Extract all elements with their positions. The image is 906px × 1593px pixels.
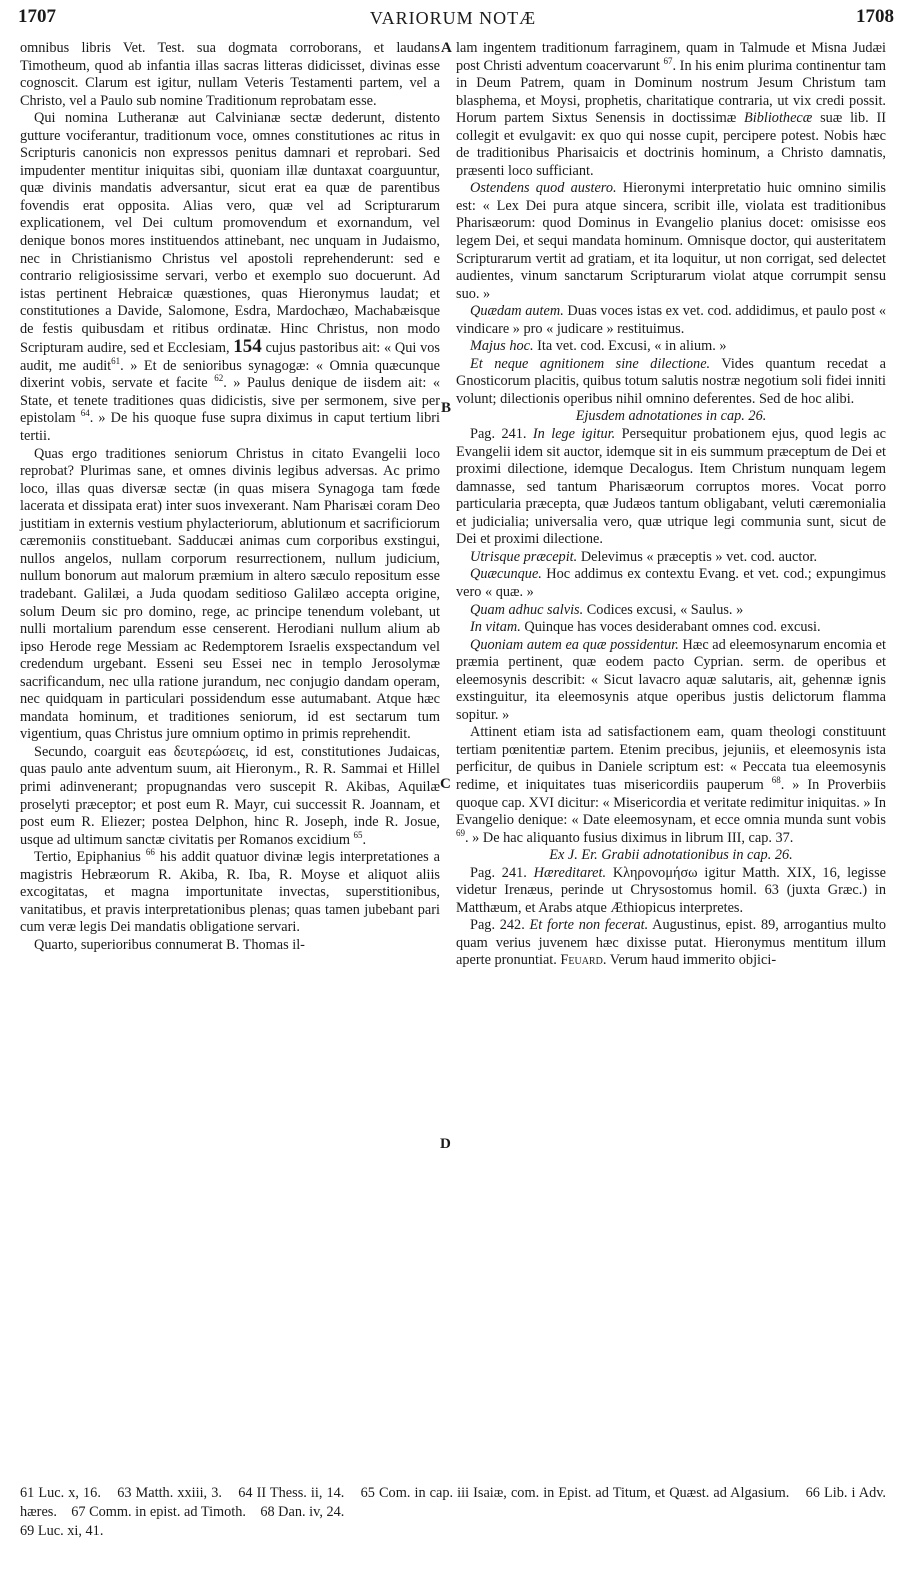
note-entry: Quam adhuc salvis. Codices excusi, « Saulus. » — [470, 601, 744, 618]
note-entry: Majus hoc. Ita vet. cod. Excusi, « in alium. » — [470, 338, 727, 355]
page-marker: 154 — [233, 336, 262, 358]
greek-term: Κληρονομήσω — [612, 864, 698, 881]
margin-letter-a: A — [441, 40, 452, 56]
margin-letter-b: B — [441, 400, 452, 416]
footnote: 61 Luc. x, 16. — [20, 1485, 101, 1501]
note-entry: Et neque agnitionem sine dilectione. Vides quantum recedat a Gnosticorum placitis, quibus totum salutis nostræ negotium soli fidei inniti volunt; dilectionis operibus nihil omnino deferentes. Sed de hoc alibi. — [456, 355, 886, 407]
paragraph: Secundo, coarguit eas δευτερώσεις, id est, constitutiones Judaicas, quas paulo ante adventum suum, ait Hieronym., R. R. Sammai et Hillel primi adinvenerant; propugnandas vero suscepit R. Akibas, Aquilæ proselyti præceptor; et post eum R. Mayr, cui successit R. Joannam, et post eum R. Eliezer; postea Delphon, hinc R. Joseph, inde R. Josue, usque ad ultimum sanctæ civitatis per Romanos excidium $^{65}$. — [20, 743, 440, 848]
paragraph: Tertio, Epiphanius $^{66}$ his addit quatuor divinæ legis interpretationes a magistris Hebræorum R. Akiba, R. Iba, R. Moyse et aliquot aliis excogitatas, et magna importunitate invectas, superstitionibus, vanitatibus, et pravis interpretationibus plenas; quas tamen jubebant pari cum veræ legis Dei mandatis obligatione servari. — [20, 847, 440, 936]
greek-term: δευτερώσεις — [173, 743, 246, 760]
paragraph: Qui nomina Lutheranæ aut Calvinianæ sectæ dederunt, distento gutture vociferantur, traditionum voce, omnes constitutiones ac ritus in Scripturis canonicis non expressos penitus damnari et reprobari. Sed impudenter mentitur iniquitas sibi, quoniam illæ duntaxat coarguuntur, quæ divinis mandatis adversantur, sicut erat ea quæ de parentibus fovendis erat opposita. Alias vero, quæ vel ad Scripturarum explicationem, vel Dei cultum promovendum et exornandum, vel denique bonos mores instituendos attinebant, nec unquam in Judaismo, nec in Christianismo Christus vel apostoli reprehenderunt: sed e contrario religiosissime servari, verbo et exemplo suo docuerunt. Ad istas pertinent Hebraicæ quæstiones, quas Hieronymus laudat; et constitutiones a Davide, Salomone, Esdra, Mardochæo, Machabæisque de festis quibusdam et ritibus ordinatæ. Hinc Christus, non modo Scripturam audire, sed et Ecclesiam, 154 cujus pastoribus ait: « Qui vos audit, me audit$^{61}$. » Et de senioribus synagogæ: « Omnia quæcunque dixerint vobis, servate et facite $^{62}$. » Paulus denique de iisdem ait: « State, et tenete traditiones quas didicistis, sive per sermonem, sive per epistolam $^{64}$. » De his quoque fuse supra diximus in caput tertium libri tertii. — [20, 110, 441, 445]
note-entry: In vitam. Quinque has voces desiderabant omnes cod. excusi. — [470, 619, 821, 636]
section-heading: Ex J. Er. Grabii adnotationibus in cap. 26. — [549, 847, 793, 864]
footnote: 63 Matth. xxiii, 3. — [117, 1485, 222, 1501]
margin-letter-d: D — [440, 1136, 451, 1152]
footnote: 68 Dan. iv, 24. — [260, 1504, 345, 1520]
note-entry: Ostendens quod austero. Hieronymi interpretatio huic omnino similis est: « Lex Dei pura atque sincera, scribit ille, violata est traditionibus Pharisæorum: quod Dominus in Evangelio planius docet: omisisse eos legem Dei, et sequi mandata hominum. Omnisque doctor, qui austeritatem Scripturarum vertit ad gratiam, et ita loquitur, ut non corrigat, sed delectet audientes, vinum sanctarum Scripturarum violat atque corrumpit sensu suo. » — [456, 180, 886, 302]
paragraph: lam ingentem traditionum farraginem, quam in Talmude et Misna Judæi post Christi adventum coacervarunt $^{67}$. In his enim plurima continentur tam in Deum Patrem, quam in Dominum nostrum Jesum Christum tam blasphema, et Moysi, prophetis, charitatique contraria, ut vix credi possit. Horum partem Sixtus Senensis in doctissimæ Bibliothecæ suæ lib. II collegit et evulgavit: ex quo qui nosse cupit, percipere potest. Nobis hæc de traditionibus Pharisaicis et doctrinis hominum, a Christo damnatis, præsenti loco sufficiant. — [456, 40, 887, 179]
note-entry: Pag. 241. In lege igitur. Persequitur probationem ejus, quod legis ac Evangelii idem sit auctor, idemque sit in eis summum præceptum de Dei et proximi dilectione, idemque Decalogus. Item Christum nunquam legem damnasse, sed tantum Pharisæorum corruptos mores. Vocat porro particularia præcepta, quæ Judæos tantum obligabant, veluti cæremonialia et judicialia; universalia vero, quæ utrique legi communia sunt, sicut de Dei et proximi dilectione. — [456, 426, 886, 548]
paragraph: omnibus libris Vet. Test. sua dogmata corroborans, et laudans Timotheum, quod ab infantia illas sacras litteras didicisset, divinas esse cognoscit. Clarum est igitur, nullam Veteris Testamenti partem, vel a Christo, vel a Paulo sub nomine Traditionum reprobatam esse. — [20, 40, 440, 109]
section-heading: Ejusdem adnotationes in cap. 26. — [575, 408, 767, 425]
left-column — [20, 40, 440, 954]
right-page-number: 1708 — [856, 6, 894, 27]
note-entry: Quædam autem. Duas voces istas ex vet. cod. addidimus, et paulo post « vindicare » pro « judicare » restituimus. — [456, 303, 887, 337]
running-title: VARIORUM NOTÆ — [369, 8, 537, 28]
footnote: 64 II Thess. ii, 14. — [238, 1485, 345, 1501]
margin-letter-c: C — [440, 776, 451, 792]
paragraph: Attinent etiam ista ad satisfactionem eam, quam theologi constituunt tertiam pœnitentiæ partem. Etenim precibus, jejuniis, et eleemosynis ista perficitur, de quibus in Daniele scriptum est: « Peccata tua eleemosynis redime, et iniquitates tuas misericordiis pauperum $^{68}$. » In Proverbiis quoque cap. XVI dicitur: « Misericordia et veritate redimitur iniquitas. » In Evangelio denique: « Date eleemosynam, et ecce omnia munda sunt vobis $^{69}$. » De hac aliquanto fusius diximus in librum III, cap. 37. — [456, 724, 886, 846]
footnote: 66 Lib. i Adv. hæres. — [20, 1485, 887, 1520]
paragraph: Quas ergo traditiones seniorum Christus in citato Evangelii loco reprobat? Plurimas sane, et omnes divinis legibus adversas. Ac primo loco, illas quas diversæ sectæ (in quas misera Synagoga tam fœde lacerata et dissipata erat) inter suos invexerant. Nam Pharisæi coram Deo justitiam in externis vestium phylacteriorum, ablutionum et sacrificiorum cæremoniis constituebant. Sadducæi animas cum corporibus exstingui, nullos angelos, nullam corporum resurrectionem, nullum judicium, nullum bonorum aut malorum præmium in altero sæculo repositum esse tradebant. Galilæi, a Juda quodam seditioso Galilæo accepta origine, solum Deum sic pro domino, rege, ac principe tenendum volebant, ut nulli mortalium parendum esse censerent. Herodiani nullum alium ab ipso Herode rege Messiam ac Redemptorem Israelis exspectandum vel credendum urgebant. Esseni seu Essei nec in templo Jerosolymæ sacrificandum, nec ulla ratione jurandum, nec conjugio dandam operam, nec quidquam in particulari possidendum esse autumabant. Atque hæc mandata hominum, et traditiones seniorum, id est sectarum tum vigentium, quas Christus jure omnium optimo in primis reprehendit. — [20, 445, 440, 743]
note-entry: Pag. 242. Et forte non fecerat. Augustinus, epist. 89, arrogantius multo quam verius juvenem hæc dixisse putat. Hieronymus mentitum illum aperte pronuntiat. Feuard. Verum haud immerito objici- — [456, 917, 886, 969]
footnote: 69 Luc. xi, 41. — [20, 1523, 104, 1539]
note-entry: Quæcunque. Hoc addimus ex contextu Evang. et vet. cod.; expungimus vero « quæ. » — [456, 566, 887, 600]
footnote: 67 Comm. in epist. ad Timoth. — [71, 1504, 247, 1520]
note-entry: Pag. 241. Hæreditaret. Κληρονομήσω igitur Matth. XIX, 16, legisse videtur Irenæus, perinde ut Chrysostomus homil. 63 (juxta Græc.) in Matthæum, et Arabs atque Æthiopicus interpretes. — [456, 864, 887, 916]
footnotes — [20, 1484, 886, 1541]
note-entry: Quoniam autem ea quæ possidentur. Hæc ad eleemosynarum encomia et præmia pertinent, quæ eodem pacto Cyprian. serm. de operibus et eleemosynis describit: « Sicut lavacro aquæ salutaris, ait, gehennæ ignis exstinguitur, ita eleemosynis atque operibus justis delictorum flamma sopitur. » — [456, 636, 887, 723]
left-page-number: 1707 — [18, 6, 56, 27]
note-entry: Utrisque præcepit. Delevimus « præceptis » vet. cod. auctor. — [470, 548, 818, 565]
right-column — [456, 40, 886, 970]
footnote: 65 Com. in cap. iii Isaiæ, com. in Epist. ad Titum, et Quæst. ad Algasium. — [360, 1485, 790, 1501]
paragraph: Quarto, superioribus connumerat B. Thomas il- — [34, 936, 305, 953]
